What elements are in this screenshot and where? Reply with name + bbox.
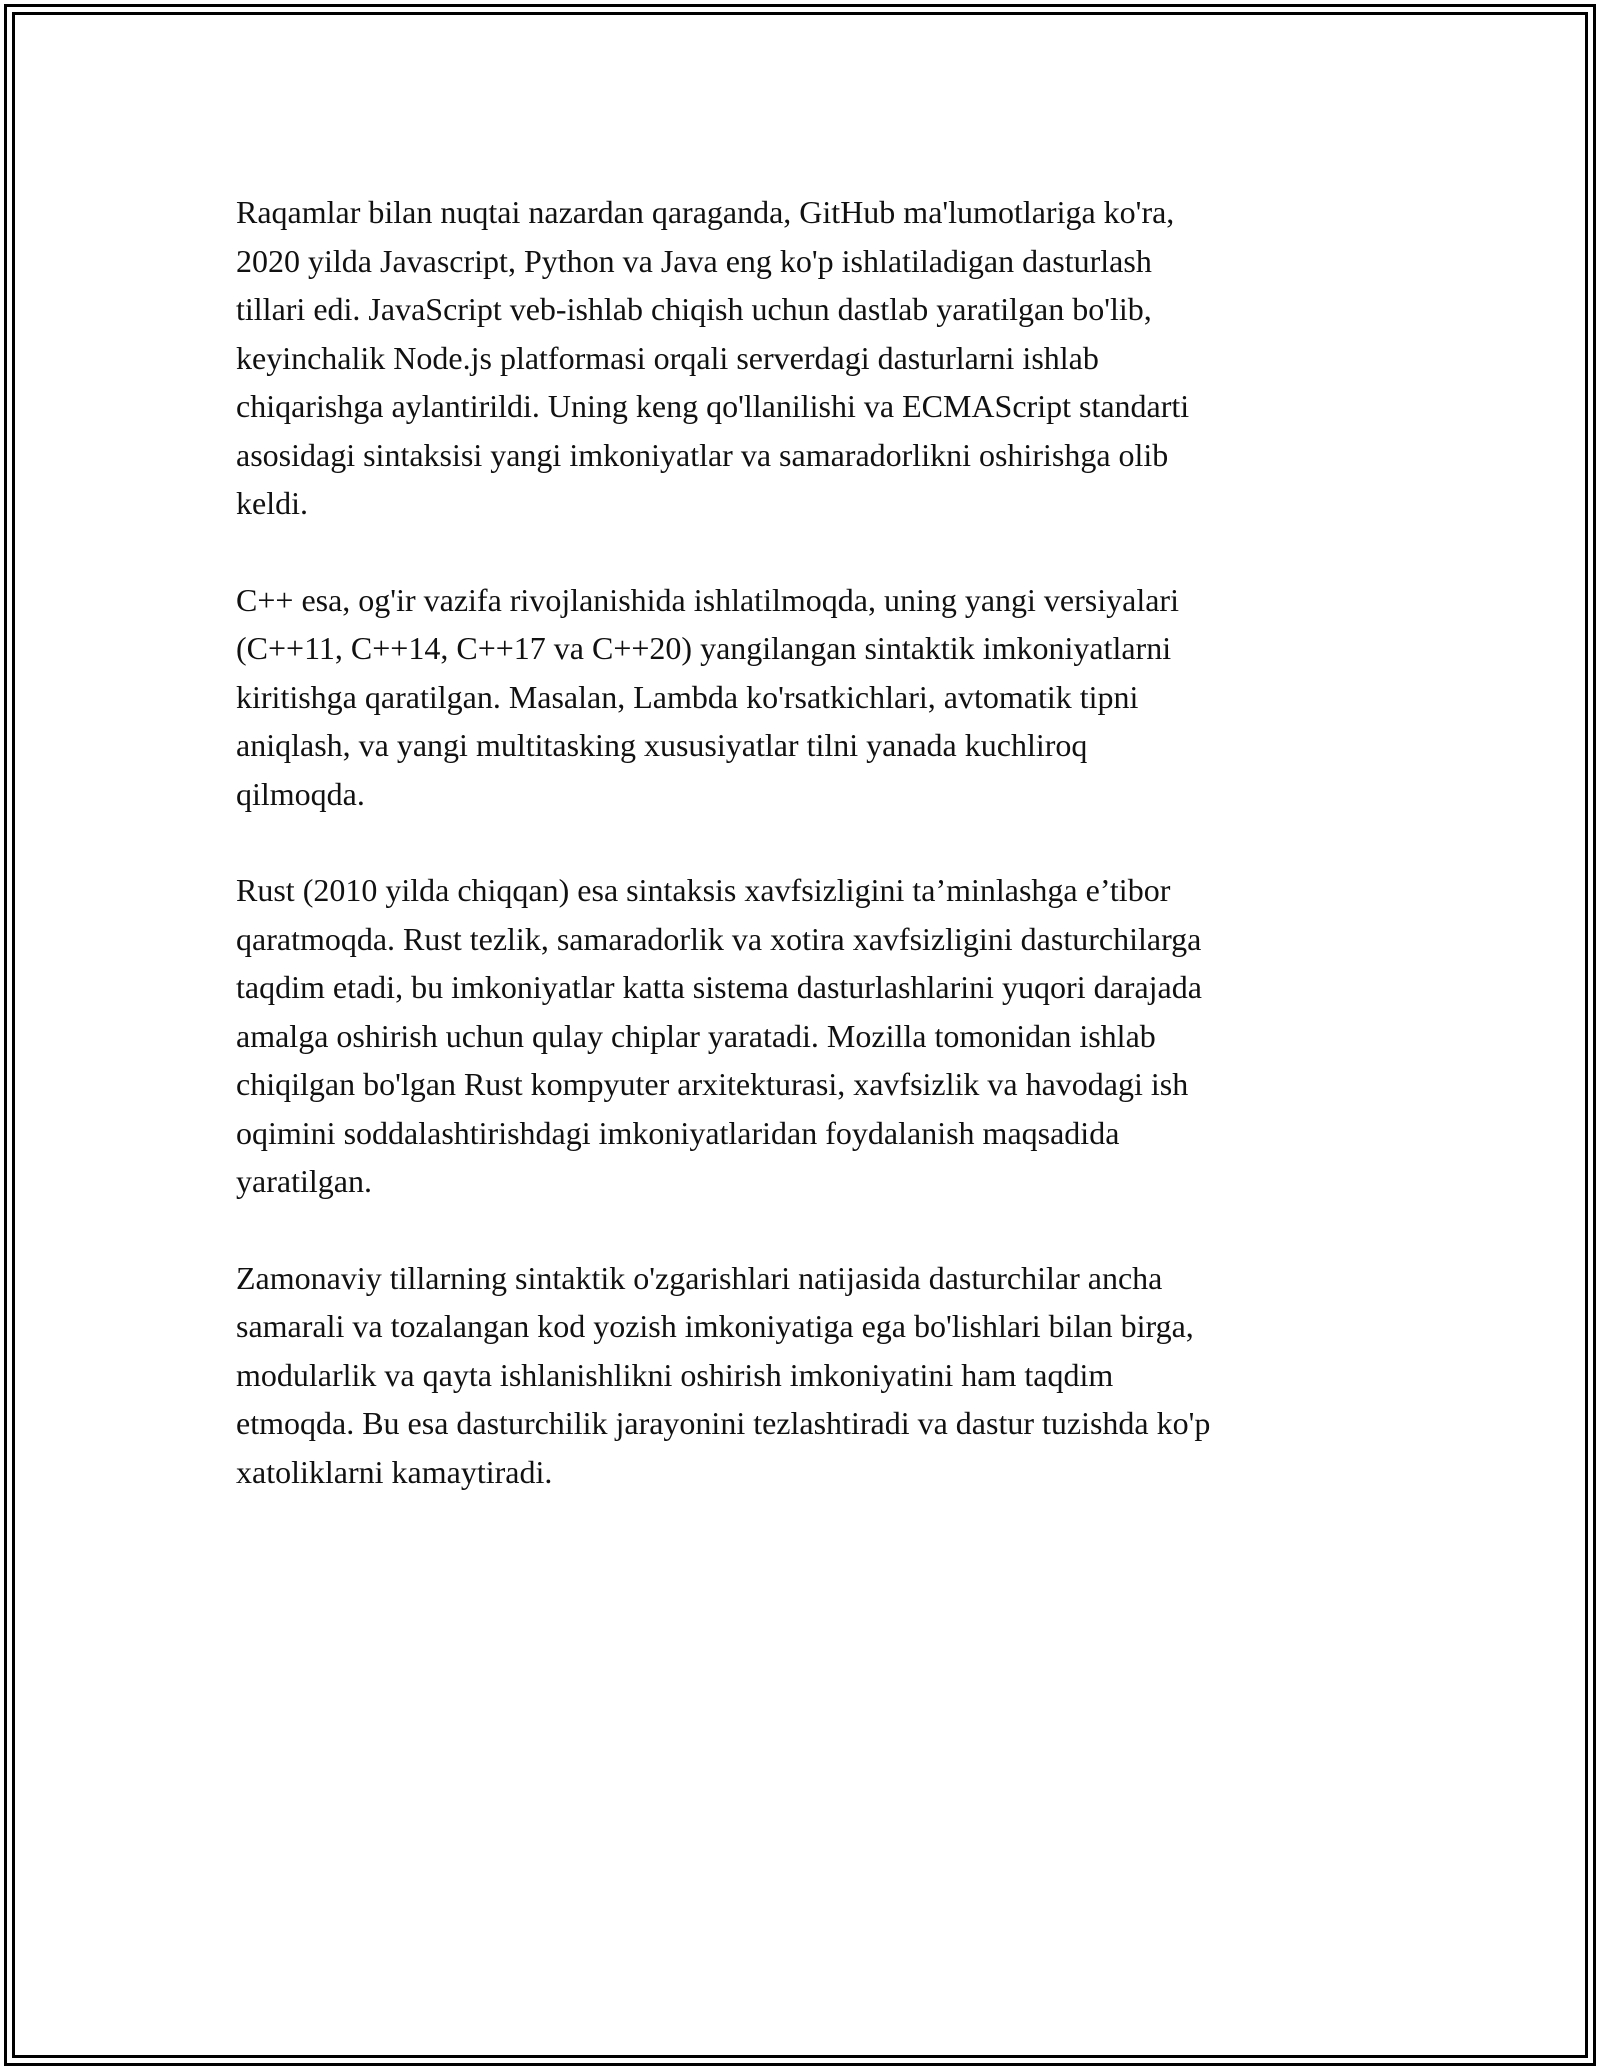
text-line: Zamonaviy tillarning sintaktik o'zgarishlari natijasida dasturchilar ancha (236, 1259, 1163, 1296)
text-line: xatoliklarni kamaytiradi. (236, 1453, 553, 1490)
text-line: asosidagi sintaksisi yangi imkoniyatlar va samaradorlikni oshirishga olib (236, 436, 1169, 473)
text-line: qilmoqda. (236, 775, 365, 812)
text-line: etmoqda. Bu esa dasturchilik jarayonini tezlashtiradi va dastur tuzishda ko'p (236, 1405, 1211, 1441)
paragraph-modern-syntax (236, 1254, 1366, 1497)
text-line: keldi. (236, 485, 308, 521)
text-line: modularlik va qayta ishlanishlikni oshirish imkoniyatini ham taqdim (236, 1356, 1114, 1393)
text-line: chiqarishga aylantirildi. Uning keng qo'llanilishi va ECMAScript standarti (236, 388, 1190, 424)
text-line: amalga oshirish uchun qulay chiplar yaratadi. Mozilla tomonidan ishlab (236, 1017, 1156, 1054)
text-line: C++ esa, og'ir vazifa rivojlanishida ishlatilmoqda, uning yangi versiyalari (236, 581, 1179, 618)
text-line: qaratmoqda. Rust tezlik, samaradorlik va xotira xavfsizligini dasturchilarga (236, 920, 1202, 957)
text-line: samarali va tozalangan kod yozish imkoniyatiga ega bo'lishlari bilan birga, (236, 1308, 1194, 1344)
text-line: 2020 yilda Javascript, Python va Java eng ko'p ishlatiladigan dasturlash (236, 242, 1152, 279)
text-line: yaratilgan. (236, 1163, 372, 1199)
text-line: Rust (2010 yilda chiqqan) esa sintaksis xavfsizligini ta’minlashga e’tibor (236, 872, 1171, 908)
text-line: Raqamlar bilan nuqtai nazardan qaraganda, GitHub ma'lumotlariga ko'ra, (236, 194, 1175, 230)
paragraph-cpp (236, 576, 1366, 819)
paragraph-rust (236, 866, 1366, 1206)
text-line: keyinchalik Node.js platformasi orqali serverdagi dasturlarni ishlab (236, 339, 1099, 376)
text-line: aniqlash, va yangi multitasking xususiyatlar tilni yanada kuchliroq (236, 727, 1088, 763)
document-body (236, 188, 1366, 1544)
text-line: kiritishga qaratilgan. Masalan, Lambda ko'rsatkichlari, avtomatik tipni (236, 678, 1139, 715)
text-line: tillari edi. JavaScript veb-ishlab chiqish uchun dastlab yaratilgan bo'lib, (236, 291, 1152, 327)
text-line: taqdim etadi, bu imkoniyatlar katta sistema dasturlashlarini yuqori darajada (236, 969, 1202, 1005)
text-line: oqimini soddalashtirishdagi imkoniyatlaridan foydalanish maqsadida (236, 1114, 1120, 1151)
text-line: chiqilgan bo'lgan Rust kompyuter arxitekturasi, xavfsizlik va havodagi ish (236, 1066, 1189, 1102)
text-line: (C++11, C++14, C++17 va C++20) yangilangan sintaktik imkoniyatlarni (236, 630, 1172, 666)
paragraph-github-languages (236, 188, 1366, 528)
